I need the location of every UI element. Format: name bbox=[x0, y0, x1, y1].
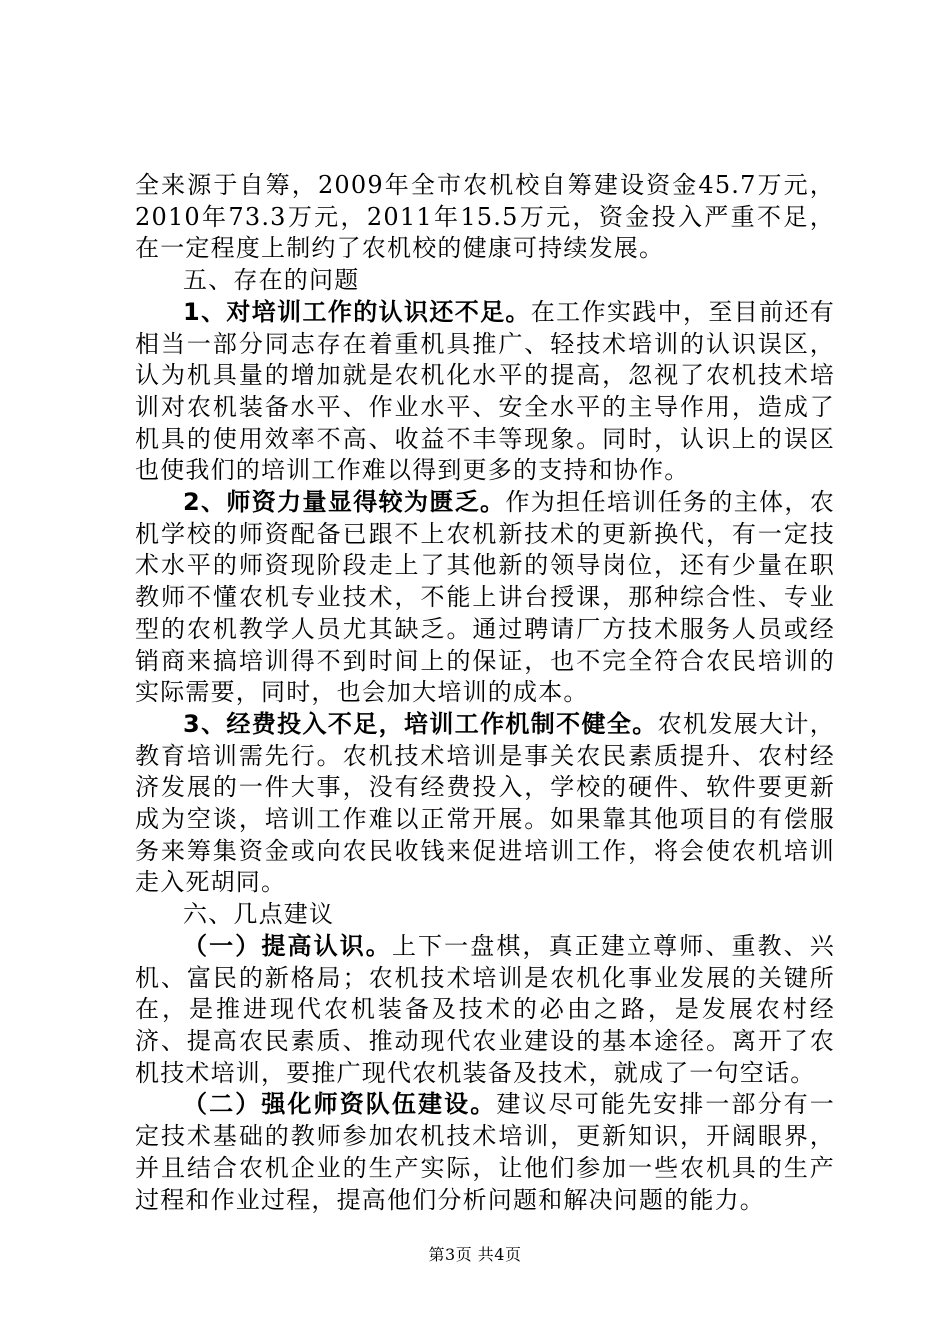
page-footer bbox=[0, 1245, 950, 1265]
paragraph-lead: 2、师资力量显得较为匮乏。 bbox=[183, 488, 506, 517]
body-text bbox=[135, 170, 835, 1216]
paragraph-funding bbox=[135, 170, 835, 265]
page-number-label: 第3页 共4页 bbox=[428, 1245, 522, 1264]
paragraph-lead: （一）提高认识。 bbox=[183, 931, 392, 960]
section-heading-problems bbox=[135, 265, 835, 297]
paragraph-problem-3 bbox=[135, 709, 835, 899]
paragraph-text: 作为担任培训任务的主体，农机学校的师资配备已跟不上农机新技术的更新换代，有一定技术水平的师资现阶段走上了其他新的领导岗位，还有少量在职教师不懂农机专业技术，不能上讲台授课，那种综合性、专业型的农机教学人员尤其缺乏。通过聘请厂方技术服务人员或经销商来搞培训得不到时间上的保证，也不完全符合农民培训的实际需要，同时，也会加大培训的成本。 bbox=[135, 488, 835, 707]
paragraph-text: 建议尽可能先安排一部分有一定技术基础的教师参加农机技术培训，更新知识，开阔眼界，并且结合农机企业的生产实际，让他们参加一些农机具的生产过程和作业过程，提高他们分析问题和解决问题的能力。 bbox=[135, 1090, 835, 1214]
paragraph-lead: （二）强化师资队伍建设。 bbox=[183, 1090, 497, 1119]
heading-text: 六、几点建议 bbox=[183, 900, 335, 929]
heading-text: 五、存在的问题 bbox=[183, 266, 360, 295]
paragraph-problem-2 bbox=[135, 487, 835, 709]
paragraph-text: 全来源于自筹，2009年全市农机校自筹建设资金45.7万元，2010年73.3万元，2011年15.5万元，资金投入严重不足，在一定程度上制约了农机校的健康可持续发展。 bbox=[135, 171, 835, 263]
paragraph-lead: 3、经费投入不足，培训工作机制不健全。 bbox=[183, 709, 658, 738]
paragraph-text: 在工作实践中，至目前还有相当一部分同志存在着重机具推广、轻技术培训的认识误区，认为机具量的增加就是农机化水平的提高，忽视了农机技术培训对农机装备水平、作业水平、安全水平的主导作用，造成了机具的使用效率不高、收益不丰等现象。同时，认识上的误区也使我们的培训工作难以得到更多的支持和协作。 bbox=[135, 297, 835, 485]
paragraph-suggestion-1 bbox=[135, 931, 835, 1090]
paragraph-text: 农机发展大计，教育培训需先行。农机技术培训是事关农民素质提升、农村经济发展的一件大事，没有经费投入，学校的硬件、软件要更新成为空谈，培训工作难以正常开展。如果靠其他项目的有偿服务来筹集资金或向农民收钱来促进培训工作，将会使农机培训走入死胡同。 bbox=[135, 709, 835, 897]
section-heading-suggestions bbox=[135, 899, 835, 931]
paragraph-lead: 1、对培训工作的认识还不足。 bbox=[183, 297, 531, 326]
paragraph-problem-1 bbox=[135, 297, 835, 487]
paragraph-text: 上下一盘棋，真正建立尊师、重教、兴机、富民的新格局；农机技术培训是农机化事业发展的关键所在，是推进现代农机装备及技术的必由之路，是发展农村经济、提高农民素质、推动现代农业建设的基本途径。离开了农机技术培训，要推广现代农机装备及技术，就成了一句空话。 bbox=[135, 931, 835, 1087]
paragraph-suggestion-2 bbox=[135, 1089, 835, 1216]
